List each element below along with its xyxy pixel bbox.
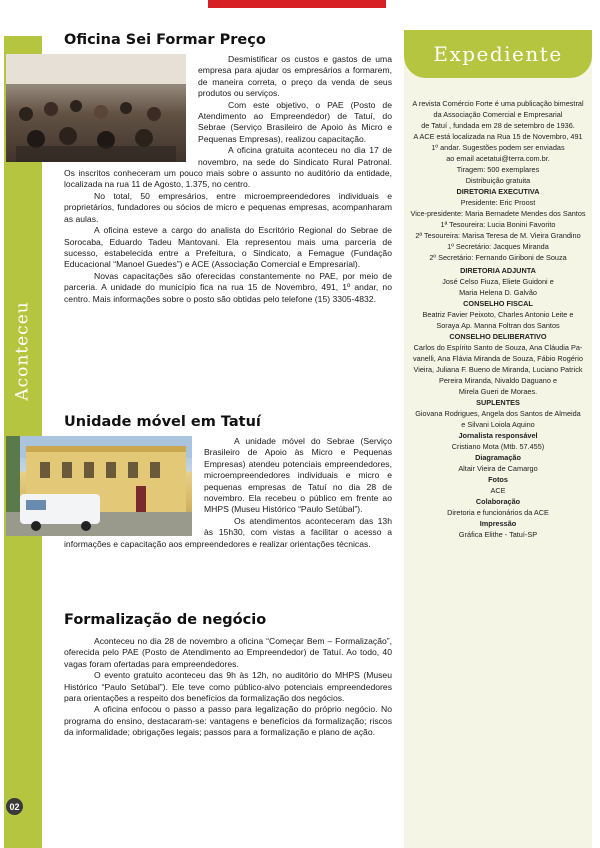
credit-heading: Impressão [479, 519, 517, 528]
section-tab-label: Aconteceu [13, 301, 33, 401]
expediente-header [404, 30, 592, 78]
member-line: Soraya Ap. Manna Foltran dos Santos [436, 321, 560, 330]
intro-line: 1º andar. Sugestões podem ser enviadas [431, 143, 565, 152]
member-line: 1º Secretário: Jacques Miranda [447, 242, 549, 251]
member-line: Presidente: Eric Proost [460, 198, 536, 207]
article-oficina [64, 32, 392, 305]
intro-line: Tiragem: 500 exemplares [456, 165, 540, 174]
photo-museum-van [6, 436, 192, 536]
intro-line: A ACE está localizada na Rua 15 de Novembro, 491 [413, 132, 583, 141]
intro-line: ao email acetatui@terra.com.br. [446, 154, 550, 163]
intro-line: da Associação Comercial e Empresarial [433, 110, 563, 119]
member-line: Pereira Miranda, Nivaldo Daguano e [438, 376, 558, 385]
intro-line: A revista Comércio Forte é uma publicação bimestral [412, 99, 584, 108]
credit-heading: Diagramação [475, 453, 521, 462]
article-paragraph: Com este objetivo, o PAE (Posto de Atendimento ao Empreendedor) de Tatuí, do Sebrae (Serviço Brasileiro de Apoio às Micro e Pequenas Empresas), realizou capacitação. [198, 99, 392, 144]
credit-heading: Fotos [488, 475, 508, 484]
section-heading: CONSELHO DELIBERATIVO [449, 332, 547, 341]
section-heading: DIRETORIA EXECUTIVA [456, 187, 540, 196]
member-line: Carlos do Espírito Santo de Souza, Ana Cláudia Pa- [413, 343, 583, 352]
credit-heading: Jornalista responsável [458, 431, 538, 440]
article-unidade-movel [64, 414, 392, 550]
member-line: Giovana Rodrigues, Angela dos Santos de Almeida [415, 409, 581, 418]
member-line: 2º Secretário: Fernando Giriboni de Souza [429, 253, 567, 262]
article-paragraph: O evento gratuito aconteceu das 9h às 12h, no auditório do MHPS (Museu Histórico “Paulo Setúbal”). Ele teve como público-alvo potenciais empreendedores para orientações a respeito dos benefícios da formalização dos negócios. [64, 670, 392, 704]
photo-classroom [6, 54, 186, 162]
article-formalizacao [64, 612, 392, 739]
article-paragraph: Novas capacitações são oferecidas constantemente no PAE, por meio de parceria. A unidade do município fica na rua 15 de Novembro, 491, 1º andar, no centro. Mais informações sobre o posto são obtidas pelo telefone (15) 3305-4832. [64, 270, 392, 304]
top-red-bar [208, 0, 386, 8]
article-paragraph: A oficina enfocou o passo a passo para legalização do próprio negócio. No programa do ensino, destacaram-se: vantagens e benefícios da formalização; riscos da informalidade; obrigações legais; passos para a formalização e plano de ação. [64, 704, 392, 738]
article-paragraph: A oficina esteve a cargo do analista do Escritório Regional do Sebrae de Sorocaba, Eduardo Tadeu Mantovani. Ela representou mais uma parceria de sucesso, estabelecida entre a Prefeitura, o Sindicato, a Femague (Fundação Educacional “Manoel Guedes”) e ACE (Associação Comercial e Empresarial). [64, 225, 392, 270]
member-line: 2ª Tesoureira: Marisa Teresa de M. Vieira Grandino [415, 231, 581, 240]
article-paragraph: A oficina gratuita aconteceu no dia 17 de novembro, na sede do Sindicato Rural Patronal. Os inscritos conheceram um pouco mais sobre o assunto no auditório da entidade, localizada na rua 11 de Agosto, 1.375, no centro. [64, 145, 392, 190]
expediente-title: Expediente [433, 42, 563, 66]
article-paragraph: Os atendimentos aconteceram das 13h às 15h30, com vistas a facilitar o acesso a informações e capacitação aos empreendedores e realizar orientações técnicas. [64, 515, 392, 549]
member-line: José Celso Fiuza, Eliete Guidoni e [442, 277, 554, 286]
section-heading: SUPLENTES [476, 398, 520, 407]
expediente-sidebar [404, 30, 592, 848]
member-line: Mirela Gueri de Moraes. [458, 387, 538, 396]
article-title: Oficina Sei Formar Preço [64, 32, 266, 48]
credit-heading: Colaboração [475, 497, 521, 506]
article-paragraph: A unidade móvel do Sebrae (Serviço Brasileiro de Apoio às Micro e Pequenas Empresas) atendeu potenciais empreendedores, microempreendedores individuais e micro e pequenas empresas de Tatuí no dia 28 de novembro. Ela recebeu o público em frente ao MHPS (Museu Histórico “Paulo Setúbal”). [204, 436, 392, 515]
member-line: Maria Helena D. Galvão [459, 288, 537, 297]
credit-value: ACE [490, 486, 506, 495]
member-line: vanelli, Ana Flávia Miranda de Souza, Fábio Rogério [413, 354, 583, 363]
member-line: 1ª Tesoureira: Lucia Bonini Favorito [440, 220, 556, 229]
credit-value: Altair Vieira de Camargo [458, 464, 538, 473]
member-line: e Silvani Loiola Aquino [461, 420, 535, 429]
member-line: Beatriz Favier Peixoto, Charles Antonio Leite e [422, 310, 574, 319]
article-paragraph: No total, 50 empresários, entre microempreendedores individuais e proprietários, fundadores ou sócios de micro e pequenas empresas, acompanharam as aulas. [64, 190, 392, 224]
credit-value: Cristiano Mota (Mtb. 57.455) [451, 442, 545, 451]
article-paragraph: Aconteceu no dia 28 de novembro a oficina “Começar Bem – Formalização”, oferecida pelo PAE (Posto de Atendimento ao Empreendedor) de Tatuí. Ao todo, 40 vagas foram ofertadas para empreendedores. [64, 636, 392, 669]
section-heading: CONSELHO FISCAL [463, 299, 533, 308]
article-paragraph: Desmistificar os custos e gastos de uma empresa para ajudar os empresários a formarem, de maneira correta, o preço da venda de seus produtos ou serviços. [198, 54, 392, 99]
intro-line: Distribuição gratuita [465, 176, 531, 185]
member-line: Vieira, Juliana F. Bueno de Miranda, Luciano Patrick [413, 365, 583, 374]
intro-line: de Tatuí , fundada em 28 de setembro de 1936. [421, 121, 575, 130]
credit-value: Diretoria e funcionários da ACE [447, 508, 549, 517]
member-line: Vice-presidente: Maria Bernadete Mendes dos Santos [410, 209, 586, 218]
credit-value: Gráfica Elithe - Tatuí-SP [458, 530, 538, 539]
article-title: Formalização de negócio [64, 612, 267, 628]
section-heading: DIRETORIA ADJUNTA [460, 266, 536, 275]
page-number: 02 [6, 798, 23, 815]
article-title: Unidade móvel em Tatuí [64, 414, 261, 430]
